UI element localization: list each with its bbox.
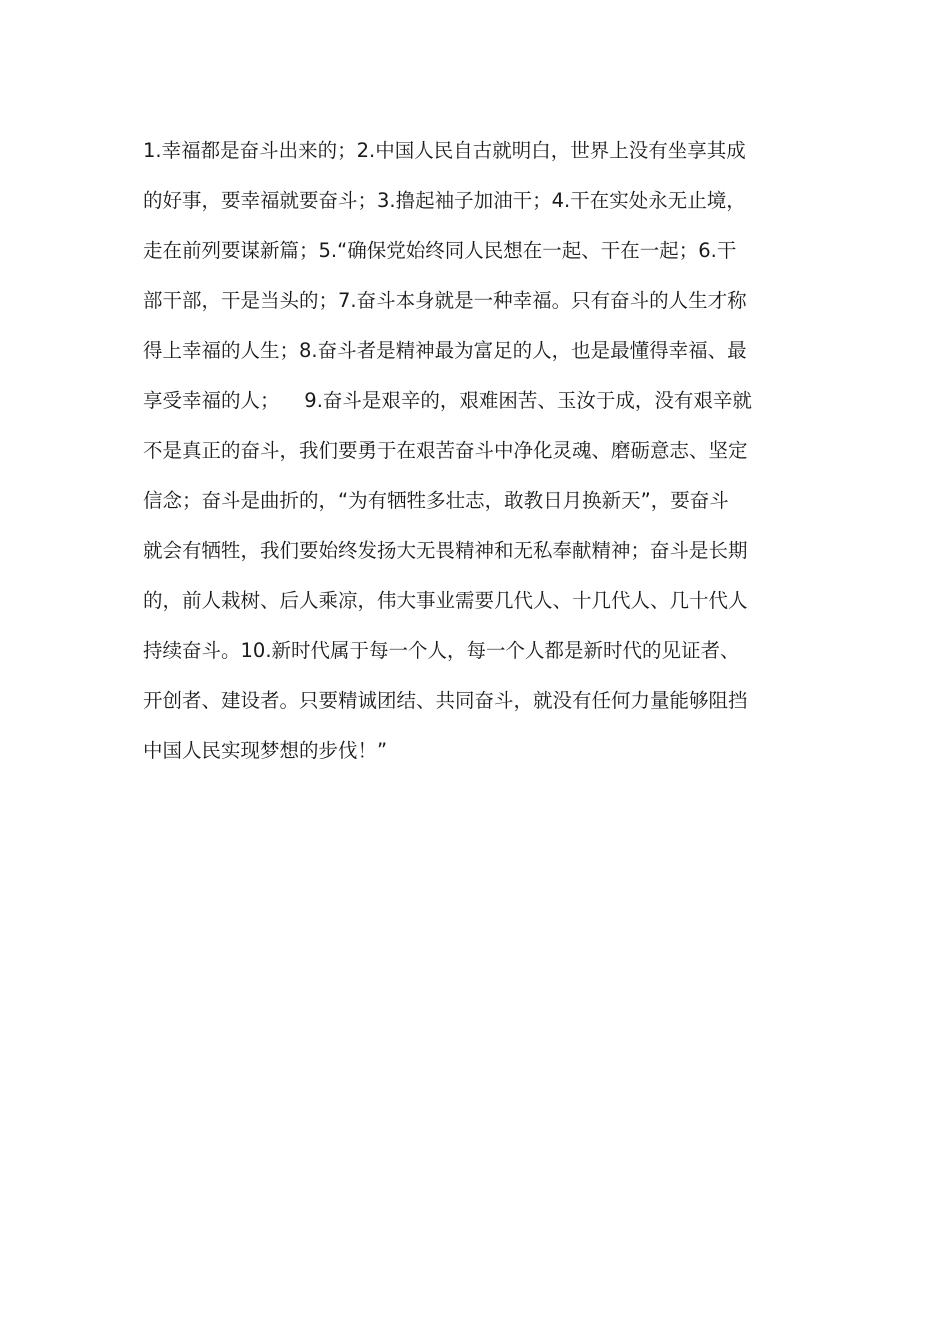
- text-line-3: 走在前列要谋新篇；5.“确保党始终同人民想在一起、干在一起；6.干: [143, 239, 737, 262]
- text-line-8: 信念；奋斗是曲折的，“为有牺牲多壮志，敢教日月换新天”，要奋斗: [143, 489, 729, 512]
- text-line-2: 的好事，要幸福就要奋斗；3.撸起袖子加油干；4.干在实处永无止境，: [143, 189, 746, 212]
- text-line-9: 就会有牺牲，我们要始终发扬大无畏精神和无私奉献精神；奋斗是长期: [143, 539, 748, 562]
- text-line-1: 1.幸福都是奋斗出来的；2.中国人民自古就明白，世界上没有坐享其成: [143, 139, 746, 162]
- text-line-11: 持续奋斗。10.新时代属于每一个人，每一个人都是新时代的见证者、: [143, 639, 740, 662]
- text-line-7: 不是真正的奋斗，我们要勇于在艰苦奋斗中净化灵魂、磨砺意志、坚定: [143, 439, 748, 462]
- text-line-6: 享受幸福的人； 9.奋斗是艰辛的，艰难困苦、玉汝于成，没有艰辛就: [143, 389, 752, 412]
- text-line-13: 中国人民实现梦想的步伐！”: [143, 739, 388, 762]
- text-line-10: 的，前人栽树、后人乘凉，伟大事业需要几代人、十几代人、几十代人: [143, 589, 748, 612]
- text-line-12: 开创者、建设者。只要精诚团结、共同奋斗，就没有任何力量能够阻挡: [143, 689, 748, 712]
- text-line-4: 部干部，干是当头的；7.奋斗本身就是一种幸福。只有奋斗的人生才称: [143, 289, 747, 312]
- body-paragraph: [143, 126, 811, 776]
- text-line-5: 得上幸福的人生；8.奋斗者是精神最为富足的人，也是最懂得幸福、最: [143, 339, 747, 362]
